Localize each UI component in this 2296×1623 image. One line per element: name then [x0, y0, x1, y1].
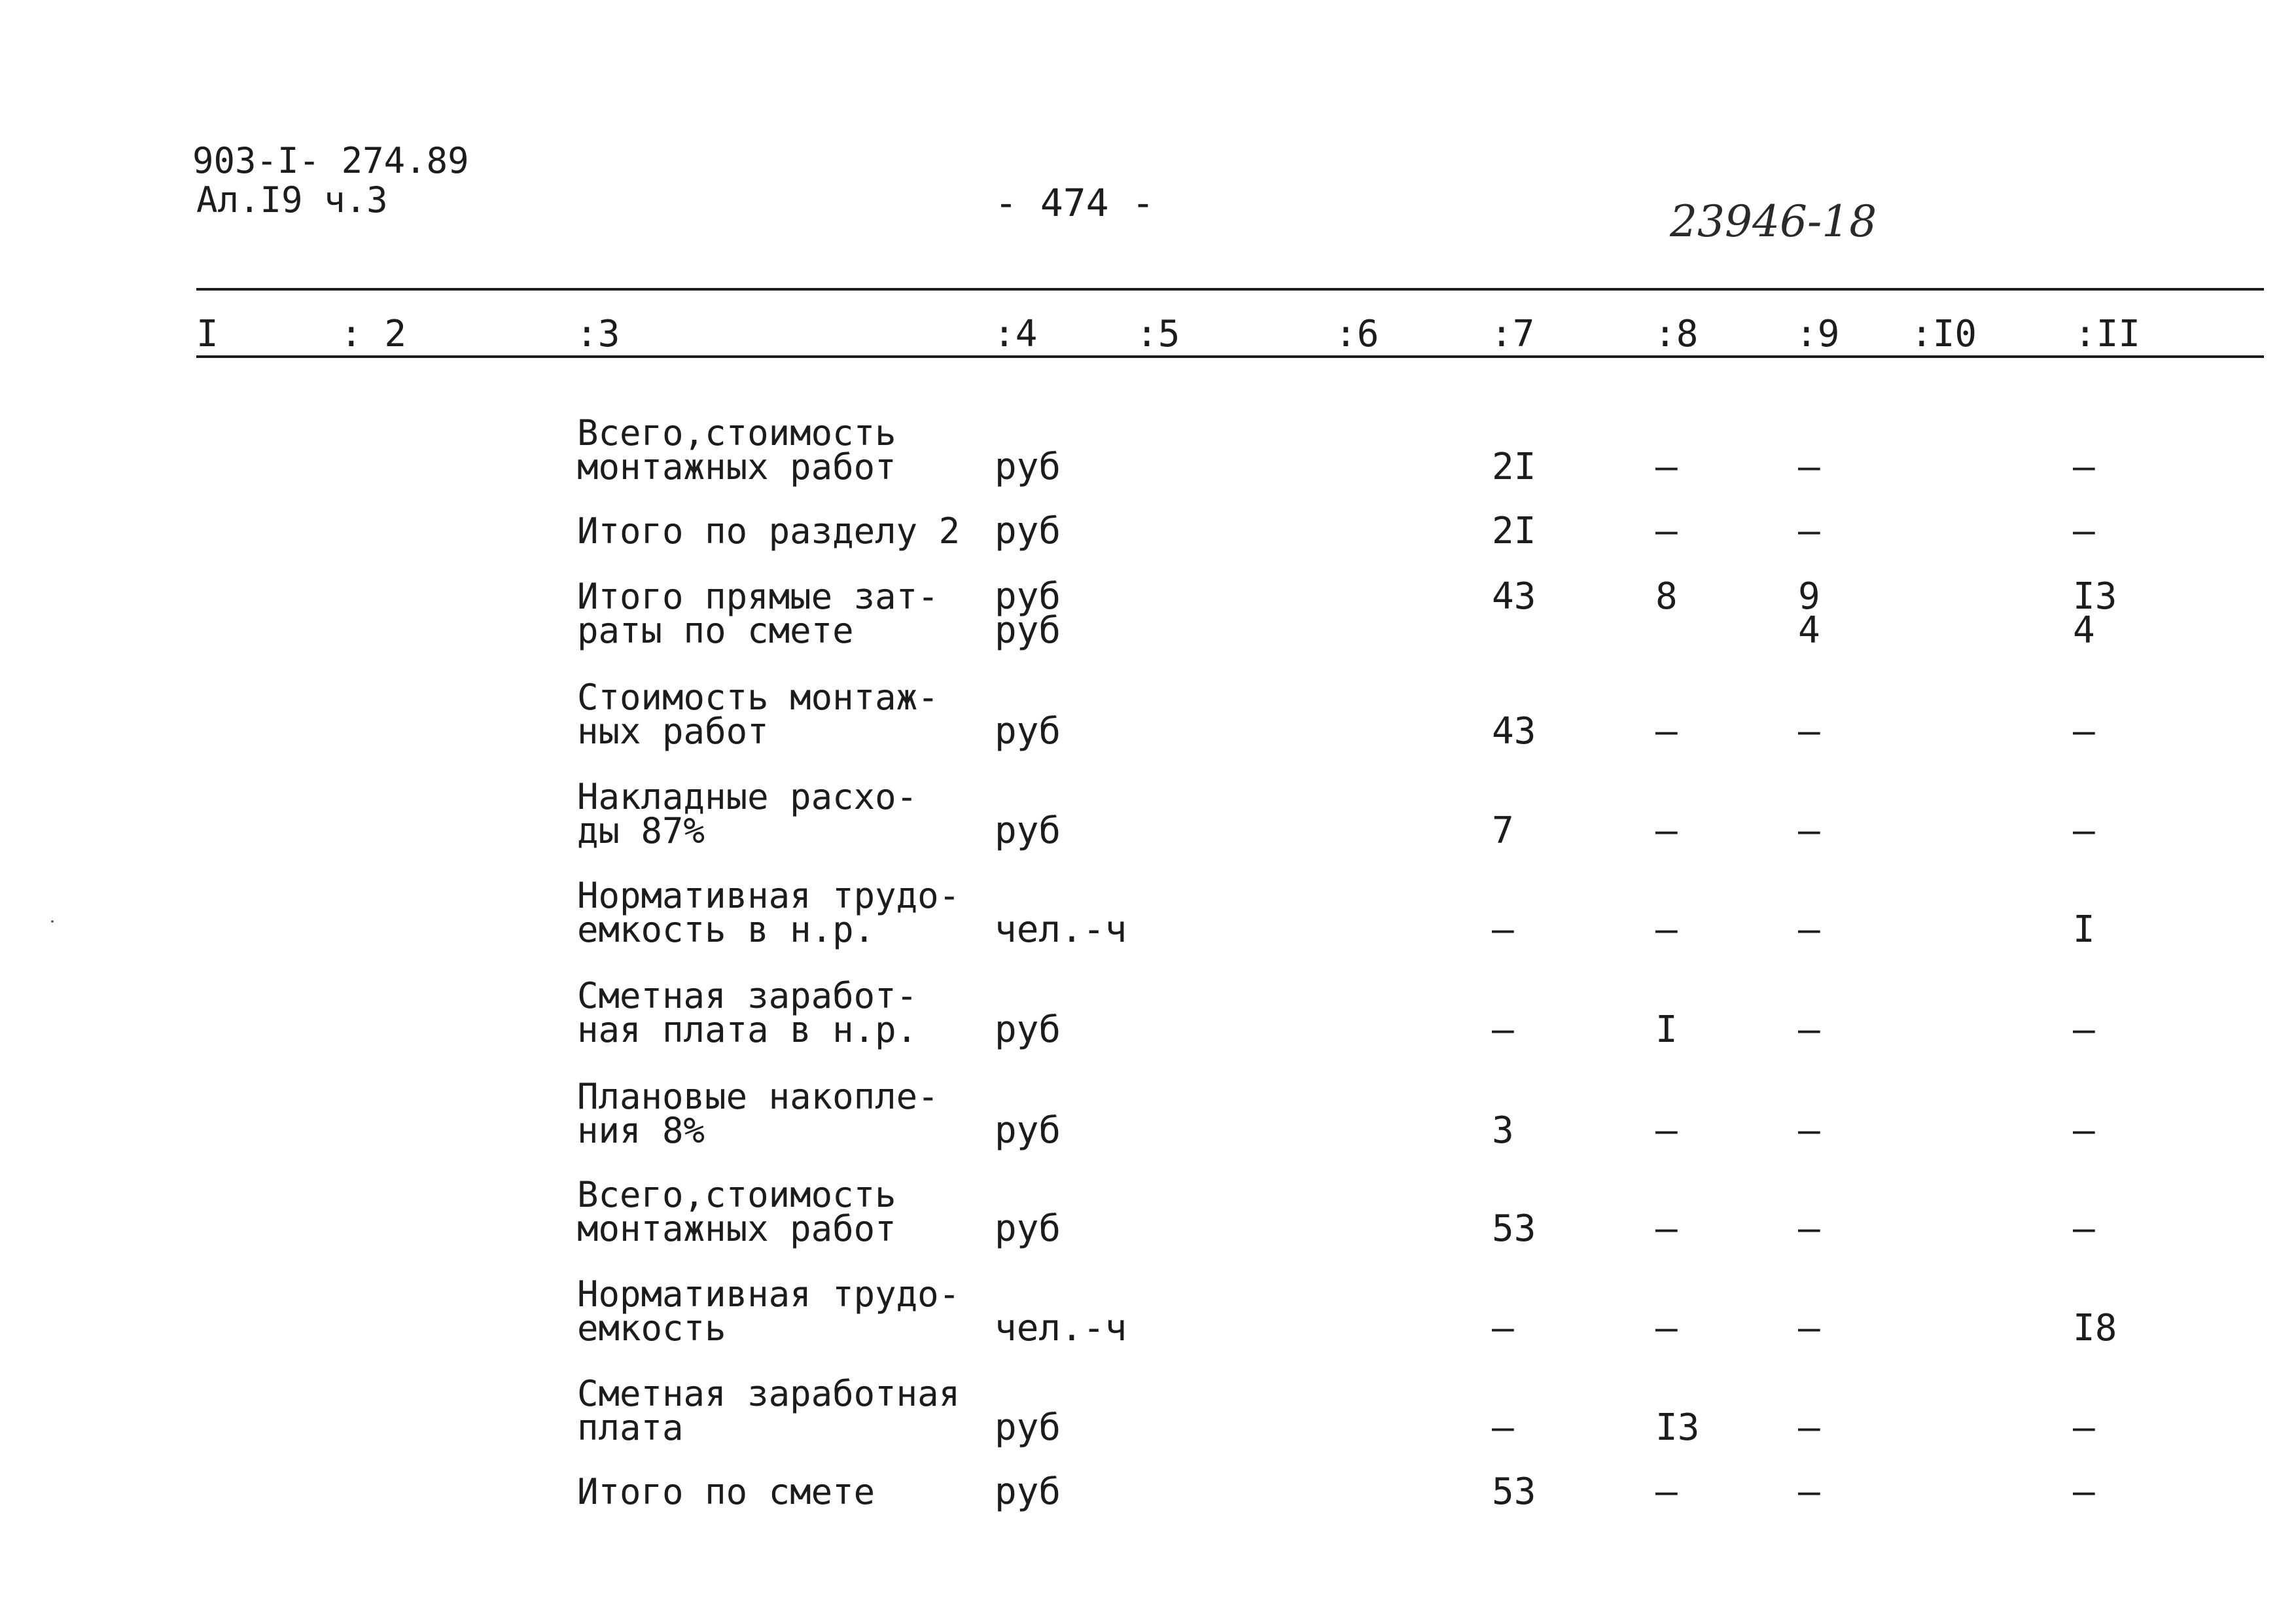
row-value-col8: I — [1655, 1008, 1678, 1051]
row-value-col9: – — [1798, 1406, 1820, 1449]
row-value-col8: – — [1655, 908, 1678, 951]
column-header-9: :9 — [1795, 313, 1840, 355]
row-value-col8: 8 — [1655, 575, 1678, 618]
row-description-line: Нормативная трудо- — [577, 875, 961, 916]
row-value-col8: – — [1655, 1109, 1678, 1152]
row-value-col8: – — [1655, 1307, 1678, 1349]
row-value-col7: 53 — [1492, 1471, 1536, 1513]
row-value-col8: – — [1655, 1207, 1678, 1250]
row-description-line: раты по смете — [577, 610, 854, 651]
row-description-line: Сметная заработная — [577, 1373, 961, 1414]
row-value-col7: 53 — [1492, 1207, 1536, 1250]
row-description-line: Итого прямые зат- — [577, 576, 939, 617]
sheet-reference: Ал.I9 ч.3 — [196, 179, 388, 221]
row-value-col9: – — [1798, 1008, 1820, 1051]
row-value-col11: I8 — [2073, 1307, 2117, 1349]
row-value-col7: – — [1492, 1008, 1514, 1051]
row-description-line: монтажных работ — [577, 446, 896, 488]
table-header-rule — [196, 355, 2264, 358]
row-value-col11: – — [2073, 510, 2095, 552]
row-description-line: Плановые накопле- — [577, 1076, 939, 1117]
row-value-col7: – — [1492, 1307, 1514, 1349]
row-value-col9: 4 — [1798, 609, 1820, 652]
row-value-col9: – — [1798, 908, 1820, 951]
row-value-col7: 43 — [1492, 710, 1536, 753]
row-value-col7: – — [1492, 908, 1514, 951]
column-header-10: :I0 — [1911, 313, 1977, 355]
row-unit: руб — [995, 1109, 1061, 1152]
row-unit: руб — [995, 510, 1061, 552]
row-value-col9: – — [1798, 1207, 1820, 1250]
row-value-col11: 4 — [2073, 609, 2095, 652]
row-value-col7: 3 — [1492, 1109, 1514, 1152]
column-header-7: :7 — [1491, 313, 1535, 355]
row-value-col7: 43 — [1492, 575, 1536, 618]
row-value-col7: – — [1492, 1406, 1514, 1449]
row-value-col9: – — [1798, 710, 1820, 753]
row-description-line: емкость — [577, 1308, 726, 1349]
row-unit: руб — [995, 575, 1061, 618]
row-unit: руб — [995, 810, 1061, 852]
row-value-col11: – — [2073, 1008, 2095, 1051]
row-description-line: Всего,стоимость — [577, 1174, 896, 1215]
column-header-4: :4 — [993, 313, 1038, 355]
row-value-col7: 7 — [1492, 810, 1514, 852]
row-value-col11: – — [2073, 810, 2095, 852]
row-value-col11: – — [2073, 1109, 2095, 1152]
row-value-col9: – — [1798, 1109, 1820, 1152]
row-value-col11: I3 — [2073, 575, 2117, 618]
row-description-line: Нормативная трудо- — [577, 1274, 961, 1315]
column-header-11: :II — [2074, 313, 2141, 355]
row-value-col7: 2I — [1492, 510, 1536, 552]
column-header-6: :6 — [1335, 313, 1379, 355]
page-number: - 474 - — [995, 181, 1155, 225]
row-value-col11: – — [2073, 1471, 2095, 1513]
row-value-col8: – — [1655, 810, 1678, 852]
row-description-line: Сметная заработ- — [577, 975, 918, 1016]
row-value-col11: – — [2073, 710, 2095, 753]
row-value-col8: – — [1655, 710, 1678, 753]
row-unit: руб — [995, 1471, 1061, 1513]
row-value-col9: – — [1798, 446, 1820, 488]
row-description-line: плата — [577, 1407, 684, 1448]
row-description-line: ды 87% — [577, 810, 705, 851]
row-value-col11: I — [2073, 908, 2095, 951]
column-header-5: :5 — [1136, 313, 1180, 355]
row-unit: руб — [995, 1008, 1061, 1051]
row-description-line: емкость в н.р. — [577, 909, 875, 950]
row-unit: чел.-ч — [995, 908, 1127, 951]
row-description-line: Итого по смете — [577, 1471, 875, 1512]
scan-speck — [51, 920, 54, 923]
row-description-line: Накладные расхо- — [577, 776, 918, 817]
row-unit: чел.-ч — [995, 1307, 1127, 1349]
row-value-col11: – — [2073, 1207, 2095, 1250]
row-unit: руб — [995, 710, 1061, 753]
row-value-col8: – — [1655, 446, 1678, 488]
row-value-col11: – — [2073, 1406, 2095, 1449]
document-code: 903-I- 274.89 — [192, 140, 469, 181]
row-value-col9: – — [1798, 510, 1820, 552]
column-header-3: :3 — [576, 313, 620, 355]
row-unit: руб — [995, 1406, 1061, 1449]
table-top-rule — [196, 288, 2264, 291]
row-description-line: монтажных работ — [577, 1208, 896, 1249]
column-header-8: :8 — [1654, 313, 1699, 355]
row-value-col8: – — [1655, 510, 1678, 552]
row-value-col11: – — [2073, 446, 2095, 488]
row-description-line: ная плата в н.р. — [577, 1009, 918, 1050]
row-description-line: ния 8% — [577, 1110, 705, 1151]
row-value-col9: – — [1798, 1307, 1820, 1349]
row-value-col9: 9 — [1798, 575, 1820, 618]
column-header-1: I — [196, 313, 219, 355]
row-value-col9: – — [1798, 1471, 1820, 1513]
row-value-col8: – — [1655, 1471, 1678, 1513]
row-value-col7: 2I — [1492, 446, 1536, 488]
row-description-line: Стоимость монтаж- — [577, 677, 939, 718]
row-value-col9: – — [1798, 810, 1820, 852]
row-unit: руб — [995, 609, 1061, 652]
row-unit: руб — [995, 1207, 1061, 1250]
inventory-stamp: 23946-18 — [1670, 196, 1877, 247]
column-header-2: : 2 — [340, 313, 407, 355]
row-description-line: ных работ — [577, 711, 769, 752]
row-unit: руб — [995, 446, 1061, 488]
row-description-line: Итого по разделу 2 — [577, 510, 961, 552]
row-description-line: Всего,стоимость — [577, 412, 896, 454]
row-value-col8: I3 — [1655, 1406, 1700, 1449]
